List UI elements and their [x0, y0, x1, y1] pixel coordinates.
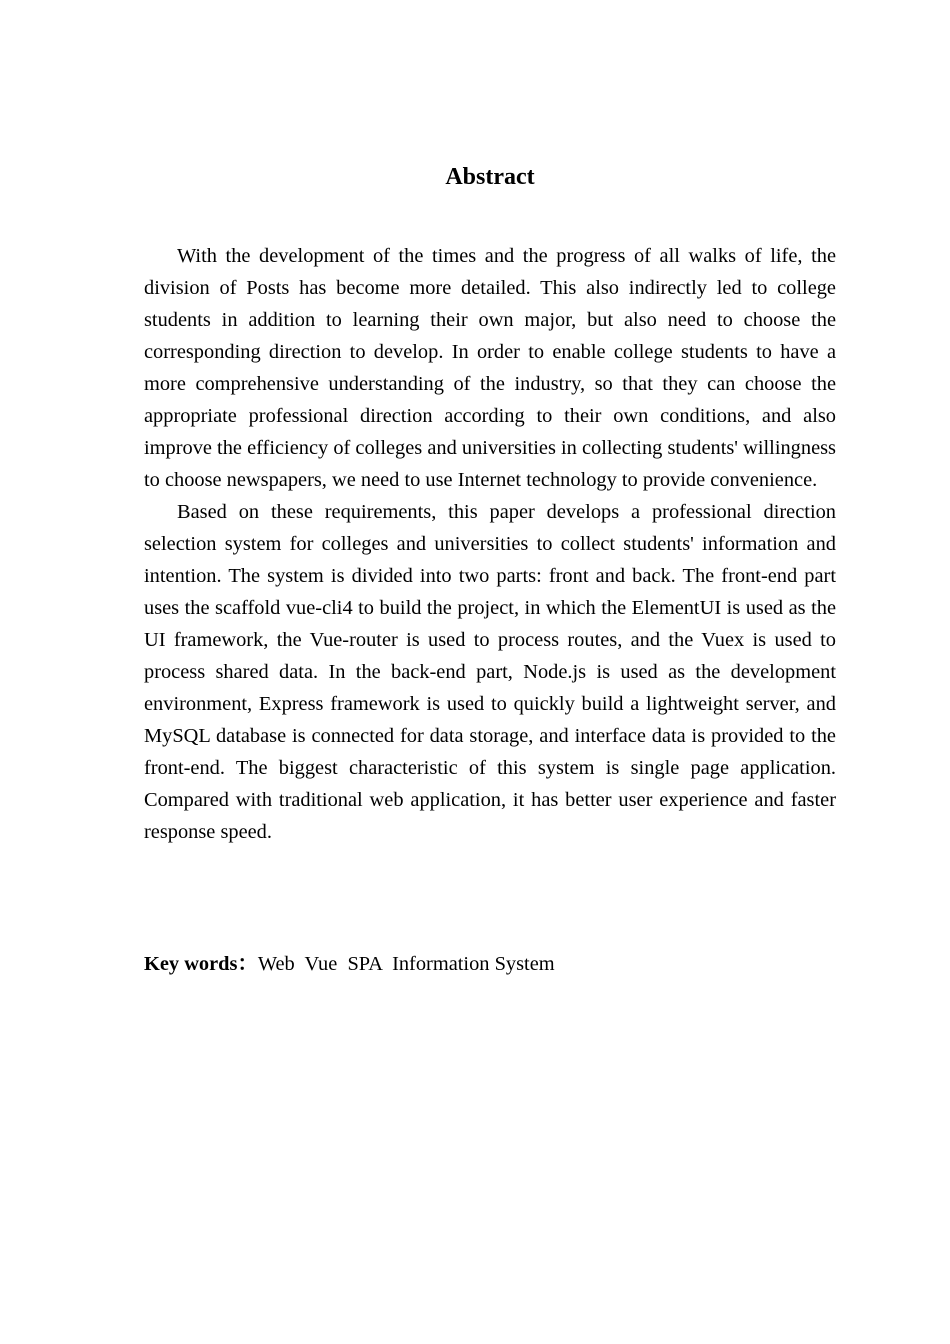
keywords-label: Key words：	[144, 953, 258, 975]
keywords-line	[144, 948, 836, 980]
abstract-paragraph-1: With the development of the times and the progress of all walks of life, the division of Posts has become more detailed. This also indirectly led to college students in addition to learning their own major, but also need to choose the corresponding direction to develop. In order to enable college students to have a more comprehensive understanding of the industry, so that they can choose the appropriate professional direction according to their own conditions, and also improve the efficiency of colleges and universities in collecting students' willingness to choose newspapers, we need to use Internet technology to provide convenience.	[144, 245, 836, 491]
abstract-body	[144, 240, 836, 848]
keywords-values: Web Vue SPA Information System	[257, 953, 555, 975]
abstract-paragraph-2: Based on these requirements, this paper develops a professional direction selection system for colleges and universities to collect students' information and intention. The system is divided into two parts: front and back. The front-end part uses the scaffold vue-cli4 to build the project, in which the ElementUI is used as the UI framework, the Vue-router is used to process routes, and the Vuex is used to process shared data. In the back-end part, Node.js is used as the development environment, Express framework is used to quickly build a lightweight server, and MySQL database is connected for data storage, and interface data is provided to the front-end. The biggest characteristic of this system is single page application. Compared with traditional web application, it has better user experience and faster response speed.	[144, 501, 836, 843]
abstract-title: Abstract	[445, 164, 535, 190]
